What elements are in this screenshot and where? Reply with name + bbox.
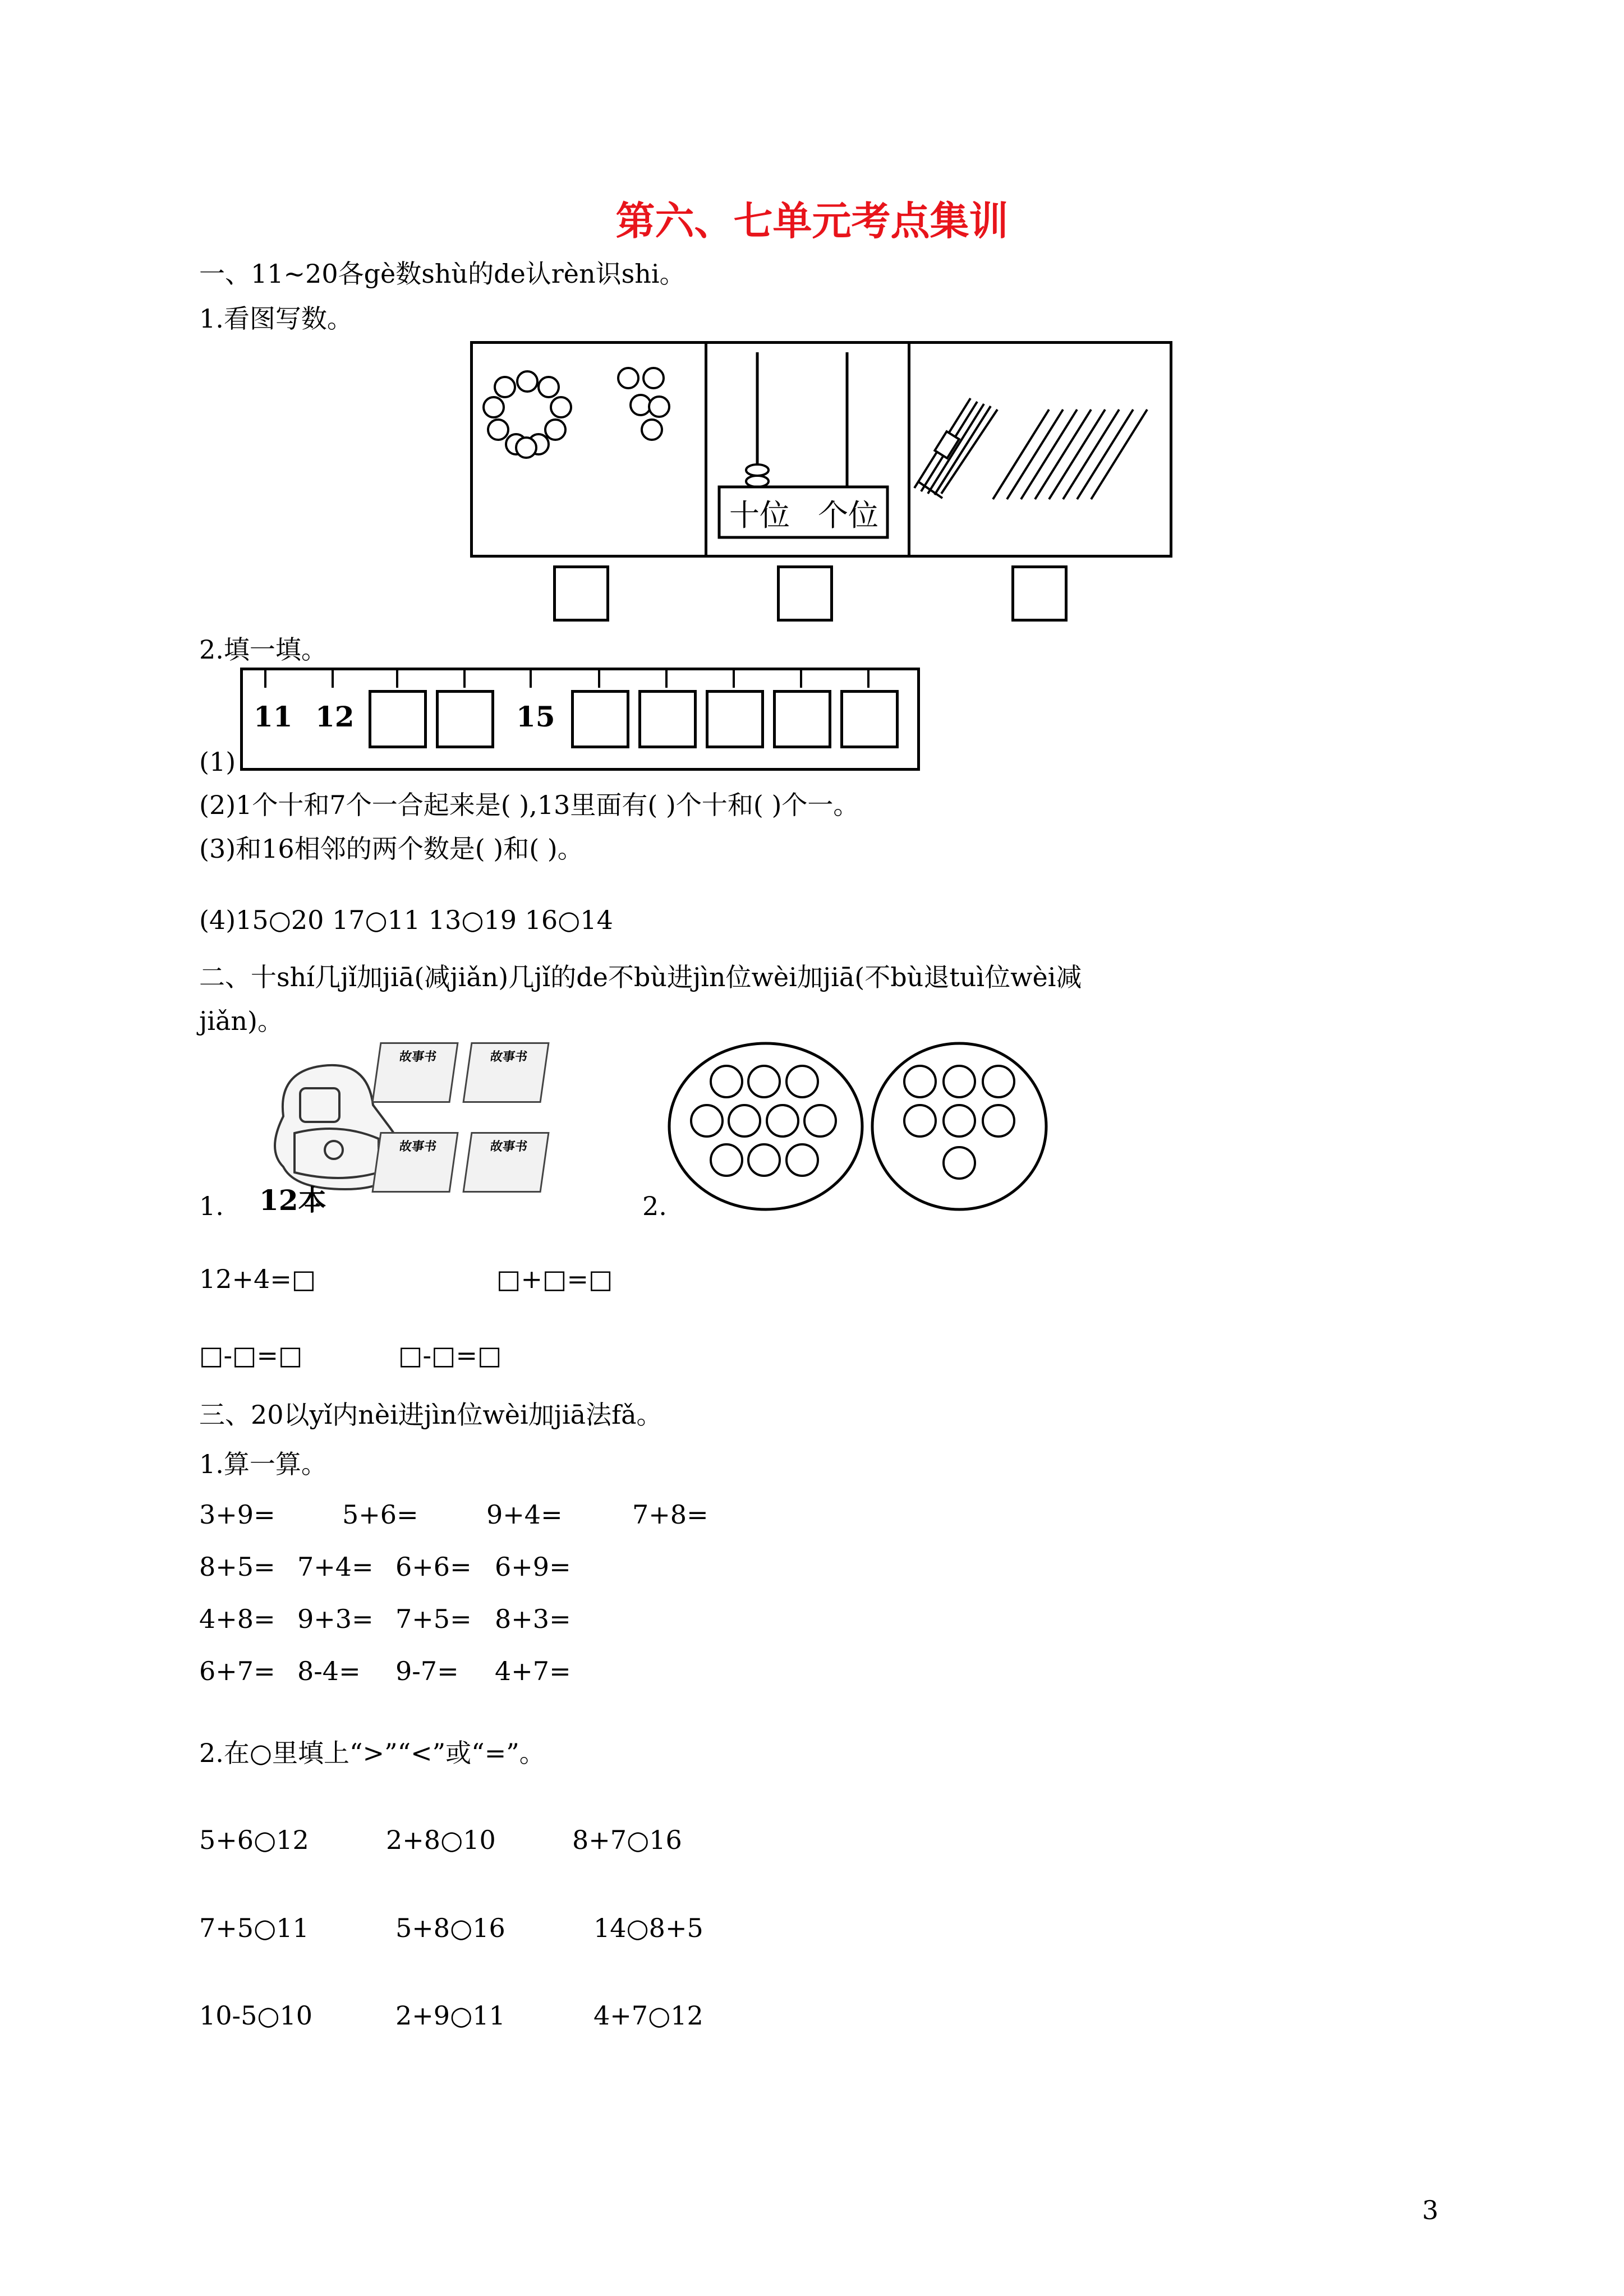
number-line-11: 11 [254,700,293,733]
circles-picture [477,353,701,510]
apple-plates-picture [668,1042,1049,1216]
calc-r2-c4: 6+9= [495,1552,571,1582]
question-2-2: (2)1个十和7个一合起来是( ),13里面有( )个十和( )个一。 [199,790,859,820]
calc-r1-c4: 7+8= [632,1499,709,1530]
question-2-1: (1) [199,747,236,777]
calc-r2-c3: 6+6= [395,1552,472,1582]
number-line-box-18[interactable] [706,690,764,748]
equation-4: □-□=□ [398,1340,502,1370]
section-2-heading-line-2: jiǎn)。 [199,1006,283,1036]
number-line-15: 15 [516,700,555,733]
equation-1: 12+4=□ [199,1264,316,1294]
calc-r4-c4: 4+7= [495,1656,571,1686]
compare-r1-c1: 5+6○12 [199,1825,309,1855]
book-4-label: 故事书 [489,1139,528,1154]
compare-r2-c1: 7+5○11 [199,1913,309,1943]
abacus-tens-label: 十位 [729,498,790,533]
abacus-ones-label: 个位 [818,498,878,533]
page-title: 第六、七单元考点集训 [615,197,1009,244]
question-2-3: (3)和16相邻的两个数是( )和( )。 [199,834,583,864]
book-3 [371,1132,458,1193]
answer-box-circles[interactable] [553,565,609,622]
section-3-heading: 三、20以yǐ内nèi进jìn位wèi加jiā法fǎ。 [199,1400,663,1430]
number-line-box-16[interactable] [571,690,629,748]
question-2-label: 2.填一填。 [199,634,327,665]
calc-r3-c4: 8+3= [495,1604,571,1634]
answer-box-abacus[interactable] [777,565,833,622]
section-1-heading: 一、11~20各gè数shù的de认rèn识shi。 [199,259,686,289]
equation-3: □-□=□ [199,1340,303,1370]
number-line-box-19[interactable] [773,690,831,748]
book-2-label: 故事书 [489,1050,528,1064]
compare-r1-c2: 2+8○10 [386,1825,496,1855]
page-number: 3 [1422,2195,1439,2225]
number-line-box-17[interactable] [638,690,697,748]
calc-r3-c3: 7+5= [395,1604,472,1634]
number-line-box-14[interactable] [436,690,494,748]
compare-r3-c3: 4+7○12 [594,2000,703,2031]
book-1 [371,1042,458,1103]
book-4 [462,1132,549,1193]
bag-book-count: 12本 [259,1184,326,1217]
number-line-12: 12 [315,700,355,733]
calc-r1-c1: 3+9= [199,1499,275,1530]
book-2 [462,1042,549,1103]
question-3-1-label: 1.算一算。 [199,1449,327,1479]
calc-r1-c3: 9+4= [486,1499,563,1530]
compare-r2-c3: 14○8+5 [594,1913,703,1943]
calc-r4-c2: 8-4= [297,1656,361,1686]
equation-2: □+□=□ [496,1264,613,1294]
compare-r3-c1: 10-5○10 [199,2000,313,2031]
calc-r1-c2: 5+6= [342,1499,418,1530]
calc-r2-c2: 7+4= [297,1552,374,1582]
number-line-box-13[interactable] [369,690,427,748]
answer-box-sticks[interactable] [1011,565,1068,622]
book-1-label: 故事书 [398,1050,438,1064]
number-line-box-20[interactable] [840,690,899,748]
calc-r2-c1: 8+5= [199,1552,275,1582]
calc-r3-c1: 4+8= [199,1604,275,1634]
compare-r3-c2: 2+9○11 [395,2000,505,2031]
question-3-2-label: 2.在○里填上“>”“<”或“=”。 [199,1738,545,1768]
compare-r1-c3: 8+7○16 [572,1825,682,1855]
sticks-picture [909,387,1156,522]
calc-r4-c3: 9-7= [395,1656,459,1686]
calc-r3-c2: 9+3= [297,1604,374,1634]
item-2-label: 2. [642,1191,667,1221]
section-2-heading-line-1: 二、十shí几jǐ加jiā(减jiǎn)几jǐ的de不bù进jìn位wèi加jiā(不bù退tuì位wèi减 [199,962,1082,992]
calc-r4-c1: 6+7= [199,1656,275,1686]
compare-r2-c2: 5+8○16 [395,1913,505,1943]
question-2-4: (4)15○20 17○11 13○19 16○14 [199,905,613,935]
item-1-label: 1. [199,1191,224,1221]
book-3-label: 故事书 [398,1139,438,1154]
question-1-label: 1.看图写数。 [199,303,353,334]
